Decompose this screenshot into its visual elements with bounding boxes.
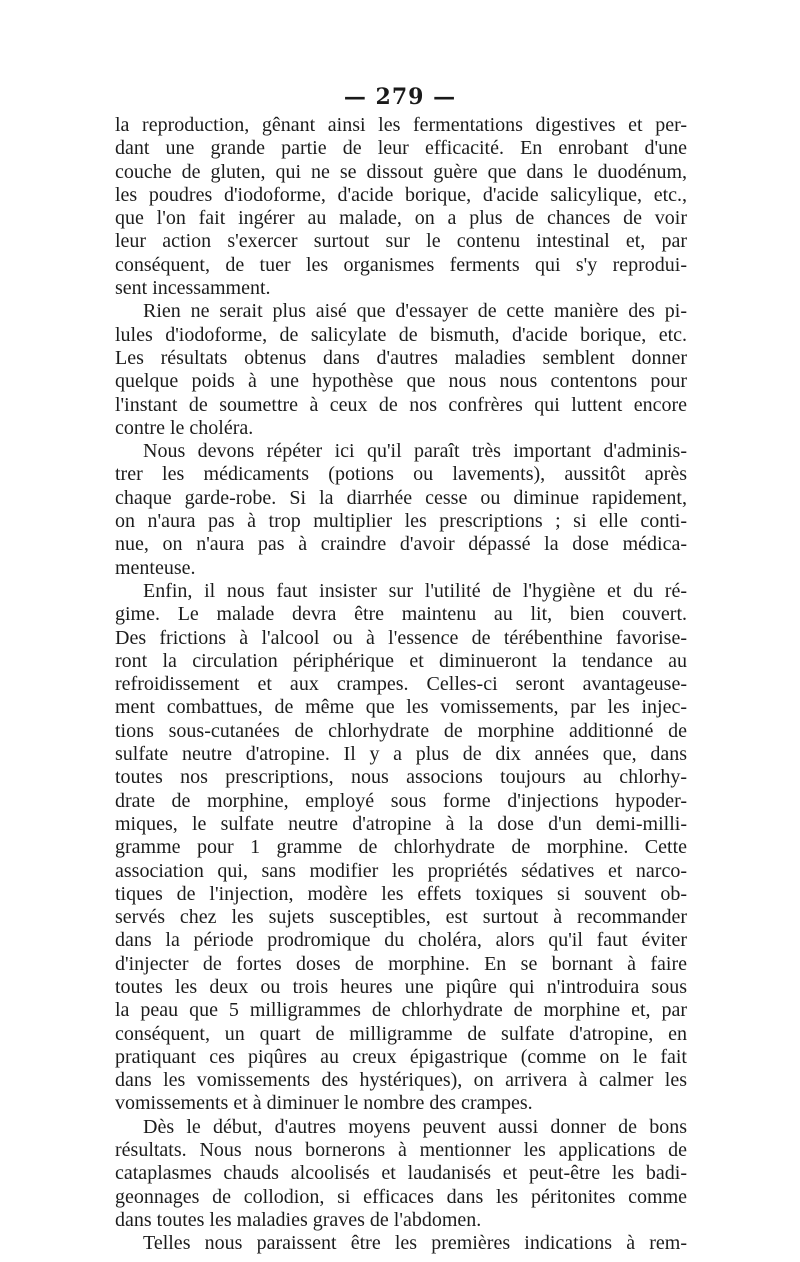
text-line: nue, on n'aura pas à craindre d'avoir dépassé la dose médica-: [115, 533, 687, 556]
text-line: toutes les deux ou trois heures une piqûre qui n'introduira sous: [115, 975, 687, 998]
paragraph-start-line: Telles nous paraissent être les premières indications à rem-: [143, 1232, 687, 1255]
text-line: on n'aura pas à trop multiplier les prescriptions ; si elle conti-: [115, 510, 687, 533]
text-line: gime. Le malade devra être maintenu au lit, bien couvert.: [115, 603, 687, 626]
text-line: dans les vomissements des hystériques), on arrivera à calmer les: [115, 1069, 687, 1092]
text-line: chaque garde-robe. Si la diarrhée cesse ou diminue rapidement,: [115, 486, 687, 509]
text-line: ment combattues, de même que les vomissements, par les injec-: [115, 696, 687, 719]
text-line: résultats. Nous nous bornerons à mentionner les applications de: [115, 1139, 687, 1162]
text-line: association qui, sans modifier les propriétés sédatives et narco-: [115, 859, 687, 882]
page-number: — 279 —: [343, 84, 457, 110]
text-line: leur action s'exercer surtout sur le contenu intestinal et, par: [115, 230, 687, 253]
text-line: que l'on fait ingérer au malade, on a plus de chances de voir: [115, 207, 687, 230]
text-line: vomissements et à diminuer le nombre des crampes.: [115, 1092, 533, 1115]
text-line: tions sous-cutanées de chlorhydrate de morphine additionné de: [115, 719, 687, 742]
text-line: d'injecter de fortes doses de morphine. En se bornant à faire: [115, 952, 687, 975]
text-line: dans toutes les maladies graves de l'abdomen.: [115, 1208, 482, 1231]
text-line: dans la période prodromique du choléra, alors qu'il faut éviter: [115, 929, 687, 952]
text-line: trer les médicaments (potions ou lavements), aussitôt après: [115, 463, 687, 486]
text-line: dant une grande partie de leur efficacité. En enrobant d'une: [115, 137, 687, 160]
text-line: Les résultats obtenus dans d'autres maladies semblent donner: [115, 346, 687, 369]
text-line: tiques de l'injection, modère les effets toxiques si souvent ob-: [115, 882, 687, 905]
text-line: sent incessamment.: [115, 277, 271, 300]
text-line: ront la circulation périphérique et diminueront la tendance au: [115, 649, 687, 672]
paragraph-start-line: Nous devons répéter ici qu'il paraît très important d'adminis-: [143, 440, 687, 463]
text-line: conséquent, un quart de milligramme de sulfate d'atropine, en: [115, 1022, 687, 1045]
text-line: contre le choléra.: [115, 416, 254, 439]
text-line: couche de gluten, qui ne se dissout guère que dans le duodénum,: [115, 160, 687, 183]
text-line: servés chez les sujets susceptibles, est surtout à recommander: [115, 906, 687, 929]
text-line: l'instant de soumettre à ceux de nos confrères qui luttent encore: [115, 393, 687, 416]
text-line: quelque poids à une hypothèse que nous nous contentons pour: [115, 370, 687, 393]
text-line: Des frictions à l'alcool ou à l'essence de térébenthine favorise-: [115, 626, 687, 649]
text-line: geonnages de collodion, si efficaces dans les péritonites comme: [115, 1185, 687, 1208]
text-line: lules d'iodoforme, de salicylate de bismuth, d'acide borique, etc.: [115, 323, 687, 346]
paragraph-start-line: Rien ne serait plus aisé que d'essayer de cette manière des pi-: [143, 300, 687, 323]
text-line: cataplasmes chauds alcoolisés et laudanisés et peut-être les badi-: [115, 1162, 687, 1185]
text-line: pratiquant ces piqûres au creux épigastrique (comme on le fait: [115, 1045, 687, 1068]
text-line: la reproduction, gênant ainsi les fermentations digestives et per-: [115, 114, 687, 136]
text-line: conséquent, de tuer les organismes ferments qui s'y reprodui-: [115, 253, 687, 276]
text-line: la peau que 5 milligrammes de chlorhydrate de morphine et, par: [115, 999, 687, 1022]
text-line: miques, le sulfate neutre d'atropine à la dose d'un demi-milli-: [115, 812, 687, 835]
text-line: gramme pour 1 gramme de chlorhydrate de morphine. Cette: [115, 836, 687, 859]
text-line: drate de morphine, employé sous forme d'injections hypoder-: [115, 789, 687, 812]
text-line: toutes nos prescriptions, nous associons toujours au chlorhy-: [115, 766, 687, 789]
text-line: refroidissement et aux crampes. Celles-ci seront avantageuse-: [115, 673, 687, 696]
text-line: les poudres d'iodoforme, d'acide borique, d'acide salicylique, etc.,: [115, 183, 687, 206]
body-text: [115, 114, 687, 1256]
text-line: menteuse.: [115, 556, 196, 579]
text-line: sulfate neutre d'atropine. Il y a plus de dix années que, dans: [115, 743, 687, 766]
paragraph-start-line: Dès le début, d'autres moyens peuvent aussi donner de bons: [143, 1115, 687, 1138]
paragraph-start-line: Enfin, il nous faut insister sur l'utilité de l'hygiène et du ré-: [143, 579, 687, 602]
